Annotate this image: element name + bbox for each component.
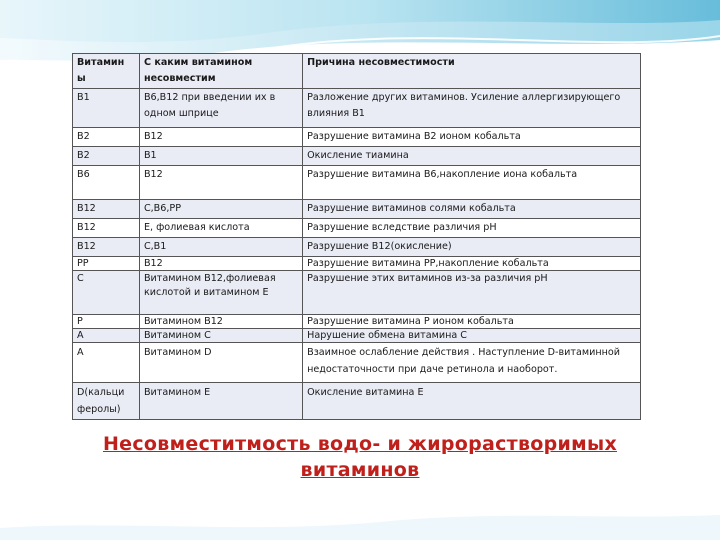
cell-reason: Разрушение В12(окисление) bbox=[303, 238, 641, 257]
cell-incompatible-with: Е, фолиевая кислота bbox=[139, 219, 302, 238]
vitamin-incompatibility-table bbox=[72, 53, 641, 420]
cell-vitamin: В12 bbox=[73, 219, 140, 238]
table-row bbox=[73, 257, 641, 271]
header-reason: Причина несовместимости bbox=[303, 54, 641, 89]
cell-incompatible-with: Витамином В12,фолиевая кислотой и витамином Е bbox=[139, 271, 302, 315]
cell-incompatible-with: Витамином Е bbox=[139, 383, 302, 420]
cell-incompatible-with: Витамином D bbox=[139, 343, 302, 383]
cell-vitamin: В12 bbox=[73, 238, 140, 257]
header-incompatible-with: С каким витамином несовместим bbox=[139, 54, 302, 89]
cell-reason: Разрушение витамина Р ионом кобальта bbox=[303, 315, 641, 329]
table-row bbox=[73, 89, 641, 128]
table-row bbox=[73, 271, 641, 315]
table-header-row bbox=[73, 54, 641, 89]
cell-incompatible-with: В12 bbox=[139, 166, 302, 200]
table-row bbox=[73, 147, 641, 166]
table-row bbox=[73, 219, 641, 238]
cell-incompatible-with: Витамином В12 bbox=[139, 315, 302, 329]
cell-reason: Окисление витамина Е bbox=[303, 383, 641, 420]
cell-vitamin: В2 bbox=[73, 147, 140, 166]
table-row bbox=[73, 128, 641, 147]
cell-reason: Нарушение обмена витамина С bbox=[303, 329, 641, 343]
cell-vitamin: А bbox=[73, 329, 140, 343]
header-vitamins: Витамин ы bbox=[73, 54, 140, 89]
cell-reason: Разрушение витаминов солями кобальта bbox=[303, 200, 641, 219]
cell-reason: Взаимное ослабление действия . Наступление D-витаминной недостаточности при даче ретинола и наоборот. bbox=[303, 343, 641, 383]
cell-vitamin: D(кальци феролы) bbox=[73, 383, 140, 420]
cell-reason: Разрушение вследствие различия рН bbox=[303, 219, 641, 238]
cell-vitamin: В12 bbox=[73, 200, 140, 219]
cell-reason: Разложение других витаминов. Усиление аллергизирующего влияния В1 bbox=[303, 89, 641, 128]
cell-vitamin: В2 bbox=[73, 128, 140, 147]
cell-vitamin: В1 bbox=[73, 89, 140, 128]
table-row bbox=[73, 315, 641, 329]
cell-incompatible-with: В12 bbox=[139, 257, 302, 271]
table-row bbox=[73, 200, 641, 219]
slide-title-line-1: Несовместитмость водо- и жирорастворимых bbox=[102, 433, 618, 455]
cell-reason: Разрушение витамина РР,накопление кобальта bbox=[303, 257, 641, 271]
cell-incompatible-with: С,В6,РР bbox=[139, 200, 302, 219]
table-row bbox=[73, 166, 641, 200]
slide-title-line-2: витаминов bbox=[300, 459, 420, 481]
table-row bbox=[73, 329, 641, 343]
cell-reason: Разрушение этих витаминов из-за различия рН bbox=[303, 271, 641, 315]
cell-vitamin: Р bbox=[73, 315, 140, 329]
cell-incompatible-with: С,В1 bbox=[139, 238, 302, 257]
table-row bbox=[73, 343, 641, 383]
cell-incompatible-with: В6,В12 при введении их в одном шприце bbox=[139, 89, 302, 128]
cell-incompatible-with: Витамином С bbox=[139, 329, 302, 343]
slide-title bbox=[0, 431, 720, 483]
cell-vitamin: А bbox=[73, 343, 140, 383]
cell-vitamin: С bbox=[73, 271, 140, 315]
cell-reason: Окисление тиамина bbox=[303, 147, 641, 166]
cell-incompatible-with: В12 bbox=[139, 128, 302, 147]
cell-vitamin: РР bbox=[73, 257, 140, 271]
cell-vitamin: В6 bbox=[73, 166, 140, 200]
cell-reason: Разрушение витамина В2 ионом кобальта bbox=[303, 128, 641, 147]
vitamin-incompatibility-table-container bbox=[72, 53, 641, 420]
cell-reason: Разрушение витамина В6,накопление иона кобальта bbox=[303, 166, 641, 200]
cell-incompatible-with: В1 bbox=[139, 147, 302, 166]
table-row bbox=[73, 238, 641, 257]
table-row bbox=[73, 383, 641, 420]
